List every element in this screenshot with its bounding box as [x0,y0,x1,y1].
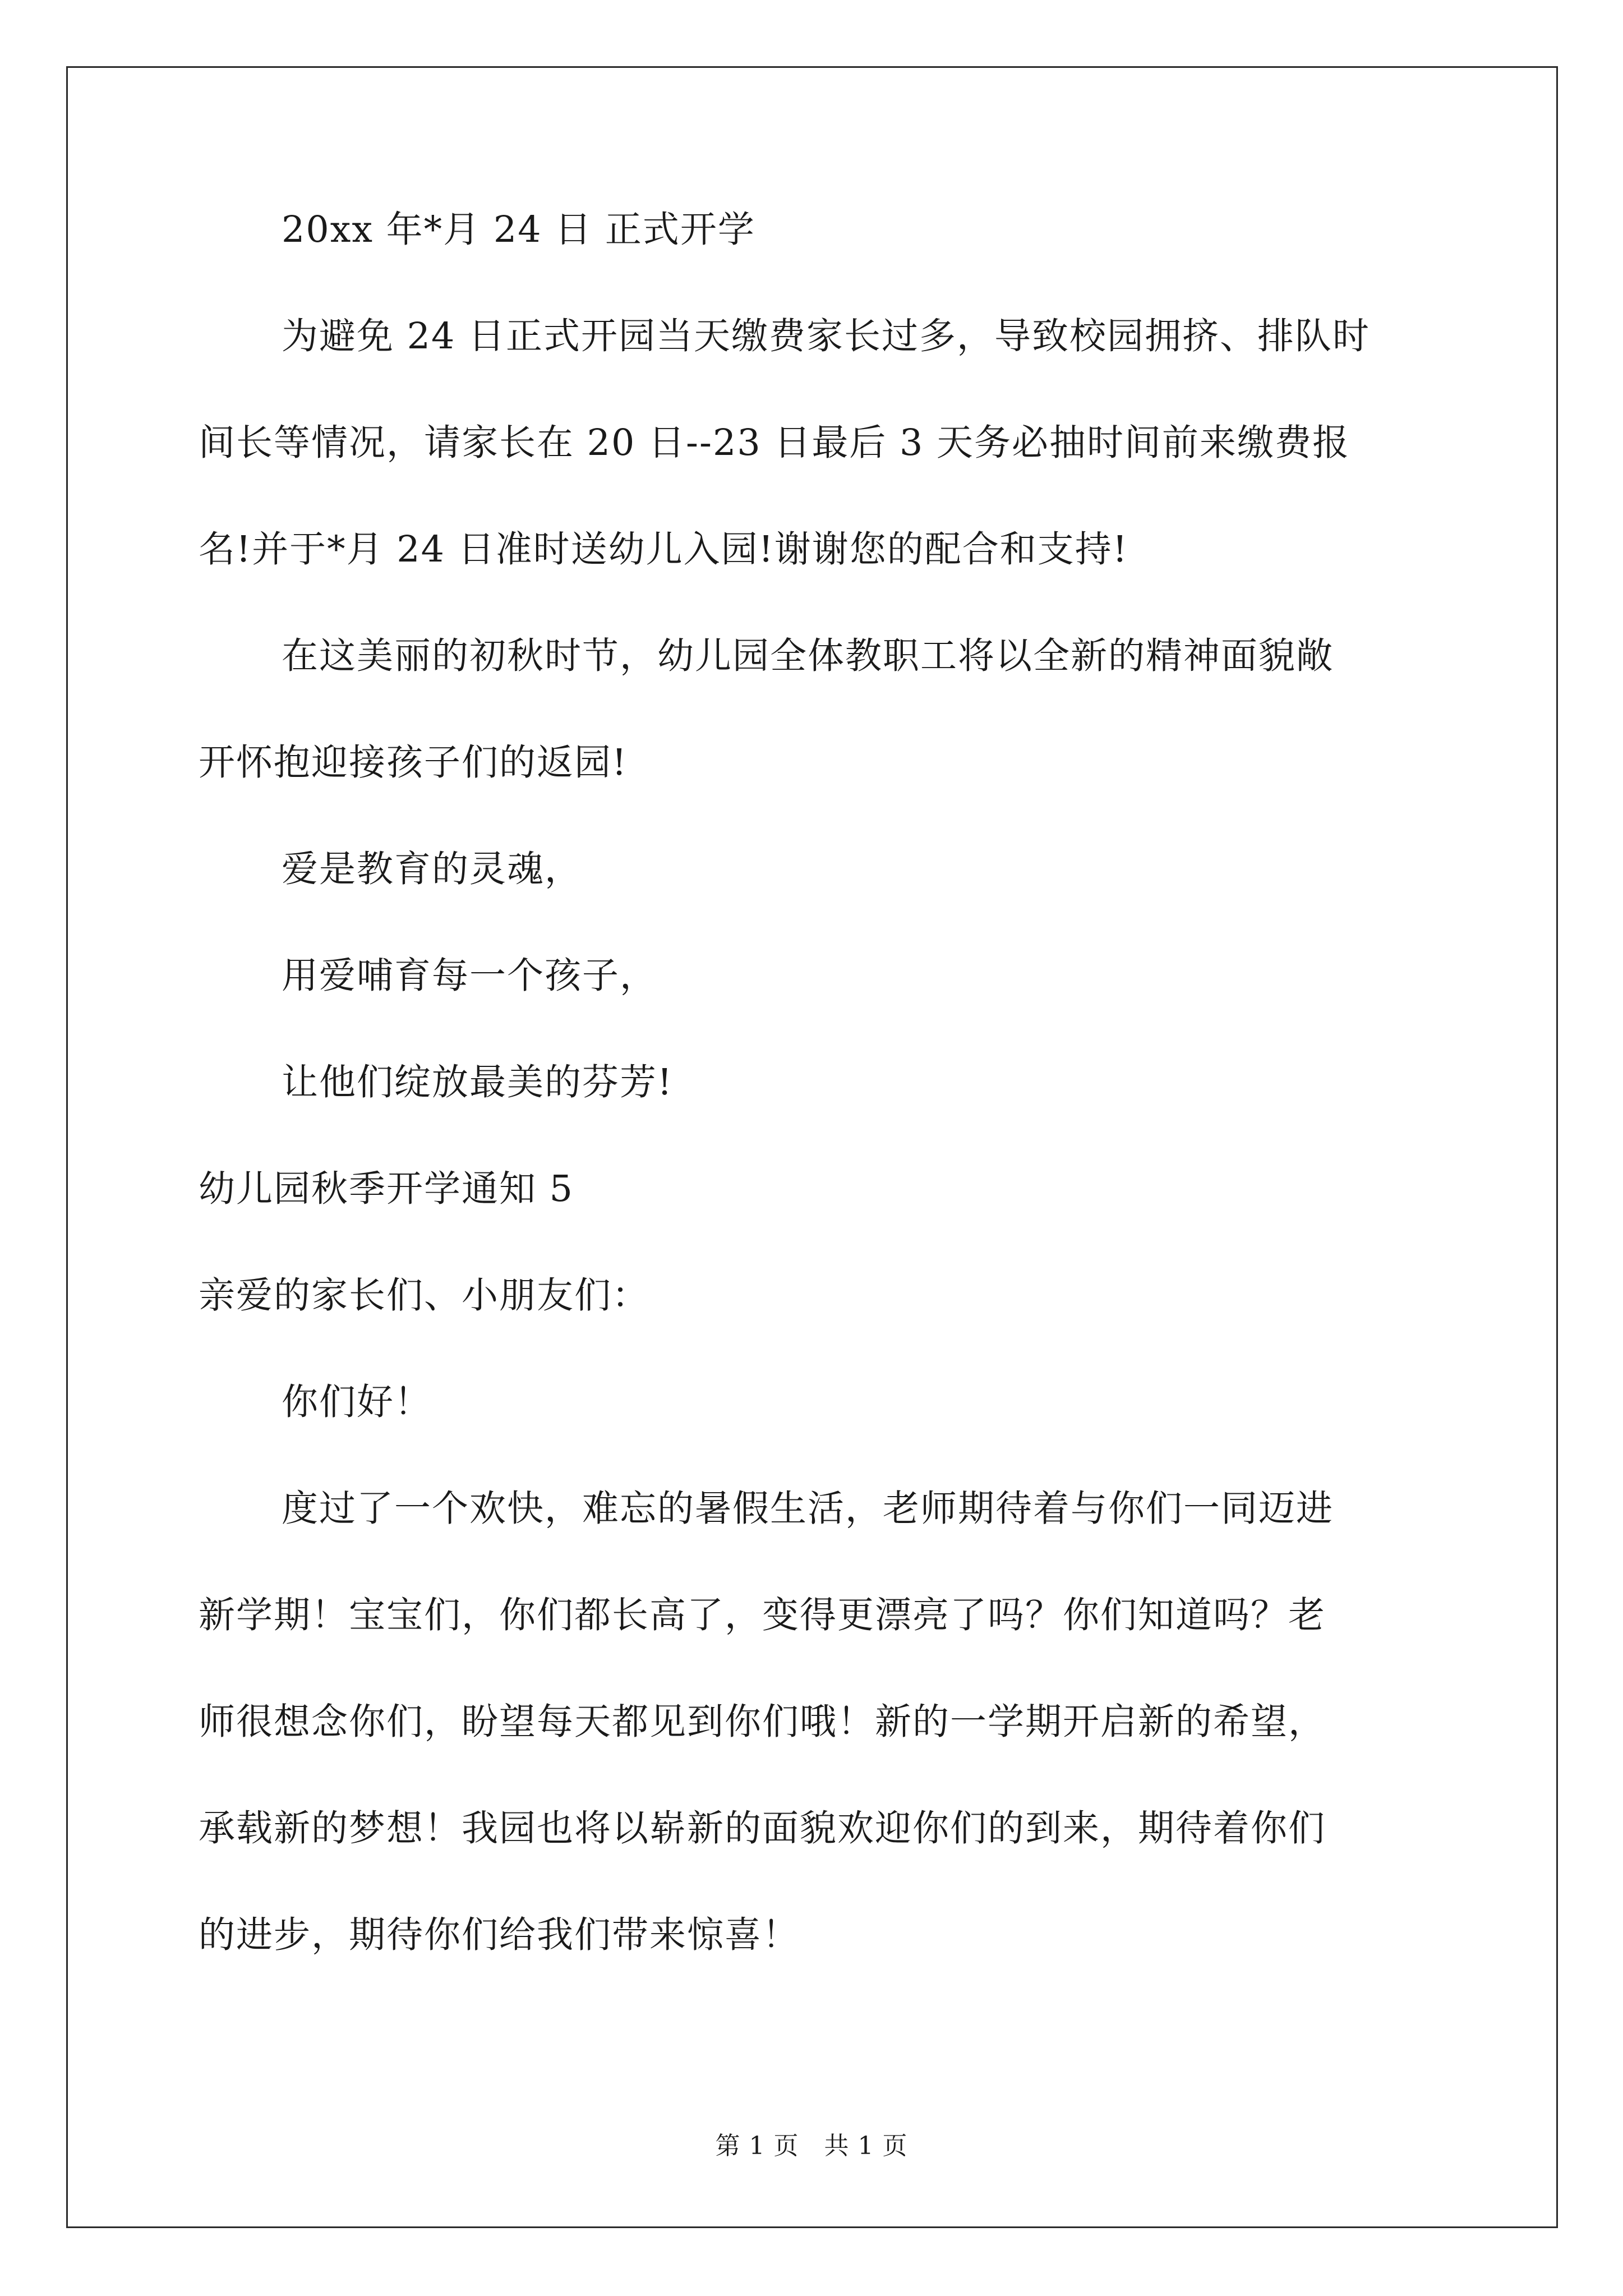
date-line: 20xx 年*月 24 日 正式开学 [282,209,755,251]
salutation: 亲爱的家长们、小朋友们： [199,1274,650,1317]
poem-line: 让他们绽放最美的芬芳! [282,1061,674,1103]
paragraph-line: 开怀抱迎接孩子们的返园! [199,742,628,784]
poem-line: 爱是教育的灵魂， [282,848,583,890]
poem-line: 用爱哺育每一个孩子， [282,955,658,997]
page-border [66,66,1558,2228]
paragraph-line: 在这美丽的初秋时节，幼儿园全体教职工将以全新的精神面貌敞 [282,635,1334,677]
paragraph-line: 间长等情况，请家长在 20 日--23 日最后 3 天务必抽时间前来缴费报 [199,422,1350,464]
paragraph-line: 承载新的梦想！我园也将以崭新的面貌欢迎你们的到来，期待着你们 [199,1807,1326,1849]
paragraph-line: 的进步，期待你们给我们带来惊喜！ [199,1914,800,1956]
paragraph-line: 新学期！宝宝们，你们都长高了，变得更漂亮了吗？你们知道吗？老 [199,1594,1326,1636]
paragraph-line: 为避免 24 日正式开园当天缴费家长过多，导致校园拥挤、排队时 [282,315,1371,357]
paragraph-line: 名!并于*月 24 日准时送幼儿入园!谢谢您的配合和支持! [199,528,1128,570]
paragraph-line: 度过了一个欢快，难忘的暑假生活，老师期待着与你们一同迈进 [282,1488,1334,1530]
greeting: 你们好！ [282,1381,432,1423]
paragraph-line: 师很想念你们，盼望每天都见到你们哦！新的一学期开启新的希望， [199,1701,1326,1743]
page-number-footer: 第 1 页 共 1 页 [715,2132,908,2160]
section-heading: 幼儿园秋季开学通知 5 [199,1168,574,1210]
